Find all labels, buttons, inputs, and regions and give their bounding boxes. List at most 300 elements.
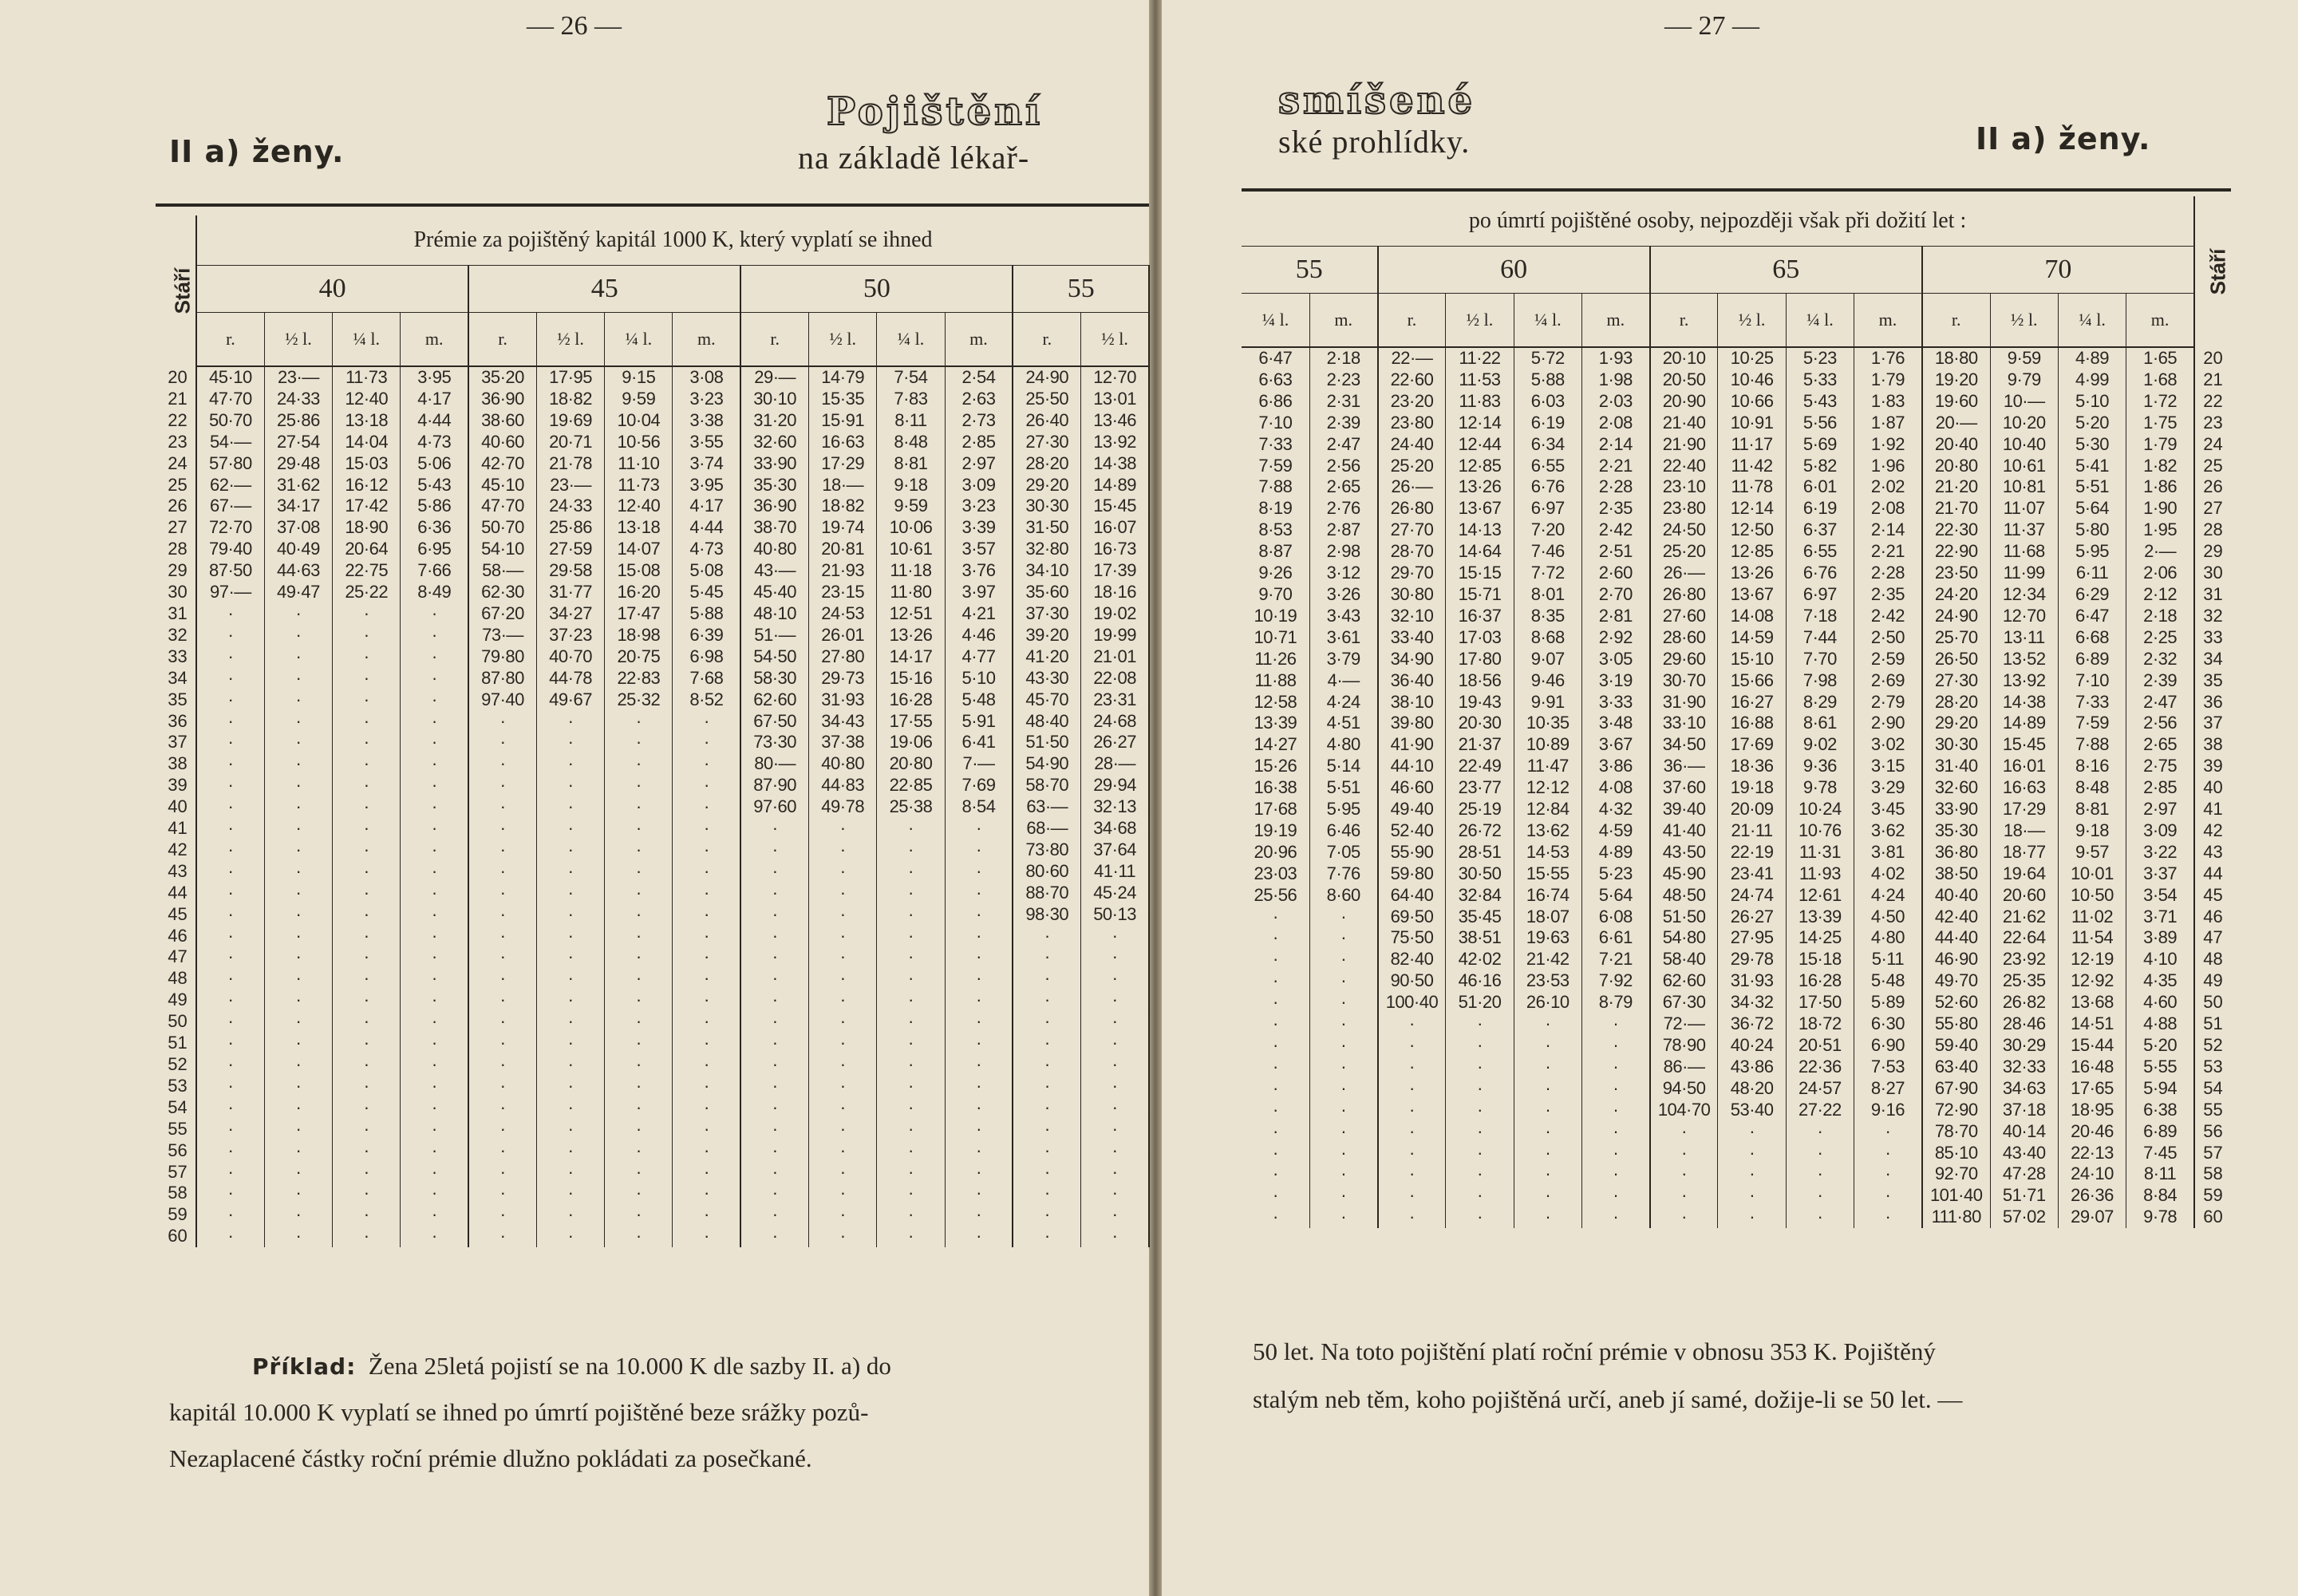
premium-cell: 22·13 xyxy=(2058,1143,2126,1164)
premium-cell: · xyxy=(333,1119,401,1140)
premium-cell: 34·90 xyxy=(1378,649,1446,670)
premium-cell: 49·47 xyxy=(264,582,332,603)
premium-cell: · xyxy=(468,753,536,775)
age-cell: 50 xyxy=(2194,992,2231,1013)
premium-cell: 12·19 xyxy=(2058,949,2126,970)
premium-cell: · xyxy=(264,732,332,753)
footnote-text-1: Žena 25letá pojistí se na 10.000 K dle sazby II. a) do xyxy=(368,1352,891,1380)
table-row xyxy=(1242,541,2231,563)
premium-cell: 15·16 xyxy=(877,668,945,689)
table-row xyxy=(1242,820,2231,842)
premium-cell: 7·— xyxy=(945,753,1013,775)
premium-cell: 11·47 xyxy=(1514,756,1581,777)
premium-cell: 4·24 xyxy=(1854,885,1922,907)
premium-cell: 19·69 xyxy=(536,410,604,432)
premium-cell: · xyxy=(333,711,401,733)
premium-cell: · xyxy=(1309,1207,1377,1228)
premium-cell: 41·11 xyxy=(1081,861,1149,883)
premium-cell: · xyxy=(1718,1121,1786,1143)
premium-cell: 33·90 xyxy=(1922,799,1990,820)
premium-cell: 20·30 xyxy=(1446,713,1514,734)
age-cell: 35 xyxy=(160,689,196,711)
premium-cell: 5·45 xyxy=(673,582,740,603)
premium-cell: 27·54 xyxy=(264,432,332,453)
premium-cell: 22·— xyxy=(1378,347,1446,369)
premium-cell: 1·90 xyxy=(2126,498,2194,519)
table-row xyxy=(1242,1057,2231,1078)
premium-cell: · xyxy=(1718,1207,1786,1228)
premium-cell: 10·61 xyxy=(1990,456,2058,477)
premium-cell: 22·30 xyxy=(1922,519,1990,541)
premium-cell: 47·28 xyxy=(1990,1163,2058,1185)
period-header: ¼ l. xyxy=(1242,294,1309,348)
premium-cell: 23·— xyxy=(536,475,604,496)
premium-cell: · xyxy=(196,603,264,625)
premium-cell: 32·84 xyxy=(1446,885,1514,907)
premium-cell: 17·03 xyxy=(1446,627,1514,649)
premium-cell: · xyxy=(401,796,468,818)
premium-cell: 92·70 xyxy=(1922,1163,1990,1185)
premium-cell: 11·54 xyxy=(2058,927,2126,949)
page-title: Pojištění xyxy=(827,89,1044,134)
premium-cell: 7·68 xyxy=(673,668,740,689)
age-cell: 24 xyxy=(160,453,196,475)
premium-cell: 1·72 xyxy=(2126,391,2194,413)
premium-cell: · xyxy=(1309,992,1377,1013)
premium-cell: 100·40 xyxy=(1378,992,1446,1013)
premium-cell: 21·90 xyxy=(1650,434,1718,456)
age-cell: 37 xyxy=(2194,713,2231,734)
premium-cell: 5·33 xyxy=(1786,369,1854,391)
premium-cell: 8·61 xyxy=(1786,713,1854,734)
premium-cell: · xyxy=(264,646,332,668)
premium-cell: 21·70 xyxy=(1922,498,1990,519)
premium-cell: 18·82 xyxy=(809,496,877,517)
age-cell: 51 xyxy=(2194,1013,2231,1035)
premium-cell: · xyxy=(809,968,877,990)
premium-cell: · xyxy=(673,1140,740,1162)
premium-cell: 18·72 xyxy=(1786,1013,1854,1035)
premium-cell: 24·40 xyxy=(1378,434,1446,456)
premium-cell: 97·40 xyxy=(468,689,536,711)
premium-cell: 31·77 xyxy=(536,582,604,603)
premium-cell: 40·14 xyxy=(1990,1121,2058,1143)
premium-cell: 36·— xyxy=(1650,756,1718,777)
premium-cell: 21·40 xyxy=(1650,413,1718,434)
premium-cell: 2·98 xyxy=(1309,541,1377,563)
premium-cell: 46·90 xyxy=(1922,949,1990,970)
premium-cell: · xyxy=(1446,1035,1514,1057)
age-cell: 25 xyxy=(160,475,196,496)
premium-cell: 7·44 xyxy=(1786,627,1854,649)
premium-cell: · xyxy=(468,990,536,1011)
premium-cell: 14·38 xyxy=(1990,692,2058,713)
premium-cell: 2·28 xyxy=(1581,476,1649,498)
premium-cell: 12·51 xyxy=(877,603,945,625)
premium-cell: 53·40 xyxy=(1718,1100,1786,1121)
premium-cell: 97·— xyxy=(196,582,264,603)
premium-cell: 18·56 xyxy=(1446,670,1514,692)
premium-cell: · xyxy=(1013,1140,1080,1162)
premium-cell: 26·— xyxy=(1650,563,1718,584)
period-header: ½ l. xyxy=(1081,313,1149,367)
premium-cell: 18·— xyxy=(809,475,877,496)
top-rule xyxy=(1242,188,2231,192)
premium-cell: 4·88 xyxy=(2126,1013,2194,1035)
premium-cell: · xyxy=(673,904,740,926)
premium-cell: 37·64 xyxy=(1081,839,1149,861)
premium-cell: · xyxy=(605,818,673,839)
premium-cell: 29·— xyxy=(740,366,808,389)
premium-cell: · xyxy=(1581,1207,1649,1228)
premium-cell: 7·10 xyxy=(1242,413,1309,434)
premium-cell: 23·77 xyxy=(1446,777,1514,799)
premium-cell: · xyxy=(673,861,740,883)
table-row xyxy=(1242,519,2231,541)
table-row xyxy=(160,883,1149,904)
age-cell: 60 xyxy=(160,1226,196,1247)
premium-cell: 13·26 xyxy=(1718,563,1786,584)
premium-cell: 4·32 xyxy=(1581,799,1649,820)
premium-cell: · xyxy=(264,990,332,1011)
age-cell: 55 xyxy=(160,1119,196,1140)
age-cell: 44 xyxy=(160,883,196,904)
premium-cell: 23·20 xyxy=(1378,391,1446,413)
premium-cell: 12·70 xyxy=(1990,606,2058,627)
premium-cell: 2·03 xyxy=(1581,391,1649,413)
premium-cell: 6·34 xyxy=(1514,434,1581,456)
premium-cell: · xyxy=(536,1162,604,1183)
premium-cell: 8·53 xyxy=(1242,519,1309,541)
premium-cell: · xyxy=(196,861,264,883)
premium-cell: 80·— xyxy=(740,753,808,775)
premium-cell: 13·39 xyxy=(1786,907,1854,928)
premium-cell: · xyxy=(333,668,401,689)
premium-cell: · xyxy=(468,946,536,968)
age-cell: 36 xyxy=(160,711,196,733)
table-row xyxy=(160,946,1149,968)
premium-cell: 44·10 xyxy=(1378,756,1446,777)
premium-cell: 3·39 xyxy=(945,517,1013,539)
premium-cell: · xyxy=(1446,1078,1514,1100)
premium-cell: · xyxy=(1242,949,1309,970)
premium-cell: 8·48 xyxy=(2058,777,2126,799)
premium-cell: 29·07 xyxy=(2058,1207,2126,1228)
premium-cell: 82·40 xyxy=(1378,949,1446,970)
premium-cell: 62·— xyxy=(196,475,264,496)
premium-cell: 11·80 xyxy=(877,582,945,603)
footnote-label: Příklad: xyxy=(252,1353,357,1380)
premium-cell: · xyxy=(536,861,604,883)
premium-cell: 5·69 xyxy=(1786,434,1854,456)
premium-cell: 20·81 xyxy=(809,539,877,560)
premium-cell: 20·— xyxy=(1922,413,1990,434)
premium-cell: · xyxy=(740,861,808,883)
premium-cell: 54·90 xyxy=(1013,753,1080,775)
premium-cell: · xyxy=(877,1097,945,1119)
premium-cell: · xyxy=(1309,1185,1377,1207)
premium-cell: 63·40 xyxy=(1922,1057,1990,1078)
premium-cell: · xyxy=(945,1011,1013,1033)
age-cell: 54 xyxy=(160,1097,196,1119)
premium-cell: · xyxy=(740,1226,808,1247)
premium-cell: · xyxy=(264,1119,332,1140)
premium-cell: 34·63 xyxy=(1990,1078,2058,1100)
premium-cell: · xyxy=(196,1076,264,1097)
premium-cell: · xyxy=(1081,946,1149,968)
table-row xyxy=(160,1011,1149,1033)
table-row xyxy=(160,775,1149,796)
table-row xyxy=(160,432,1149,453)
premium-cell: 5·10 xyxy=(945,668,1013,689)
premium-cell: 18·16 xyxy=(1081,582,1149,603)
premium-cell: 8·60 xyxy=(1309,885,1377,907)
premium-cell: 34·50 xyxy=(1650,734,1718,756)
premium-cell: · xyxy=(196,625,264,646)
age-header-label: Stáří xyxy=(2205,248,2230,295)
premium-cell: · xyxy=(945,926,1013,947)
premium-cell: 3·23 xyxy=(673,389,740,410)
premium-cell: · xyxy=(1378,1035,1446,1057)
premium-cell: 28·20 xyxy=(1922,692,1990,713)
premium-cell: 6·29 xyxy=(2058,584,2126,606)
premium-cell: · xyxy=(673,1011,740,1033)
premium-cell: · xyxy=(536,883,604,904)
page-subtitle: ské prohlídky. xyxy=(1278,124,1471,160)
premium-cell: 37·23 xyxy=(536,625,604,646)
premium-cell: 1·83 xyxy=(1854,391,1922,413)
premium-cell: 9·36 xyxy=(1786,756,1854,777)
premium-cell: 14·79 xyxy=(809,366,877,389)
premium-cell: 2·69 xyxy=(1854,670,1922,692)
page-number: — 26 — xyxy=(527,11,622,41)
premium-cell: · xyxy=(468,775,536,796)
age-cell: 27 xyxy=(160,517,196,539)
premium-cell: 10·56 xyxy=(605,432,673,453)
premium-cell: 69·50 xyxy=(1378,907,1446,928)
table-row xyxy=(160,1140,1149,1162)
premium-cell: · xyxy=(1446,1100,1514,1121)
premium-cell: 6·36 xyxy=(401,517,468,539)
premium-cell: · xyxy=(536,753,604,775)
premium-cell: 59·40 xyxy=(1922,1035,1990,1057)
period-header: ¼ l. xyxy=(1786,294,1854,348)
premium-cell: · xyxy=(468,839,536,861)
premium-cell: 2·39 xyxy=(2126,670,2194,692)
premium-cell: 5·43 xyxy=(401,475,468,496)
page-number: — 27 — xyxy=(1664,11,1759,41)
age-cell: 56 xyxy=(160,1140,196,1162)
premium-cell: 24·33 xyxy=(536,496,604,517)
premium-cell: · xyxy=(401,1162,468,1183)
premium-cell: 7·69 xyxy=(945,775,1013,796)
premium-cell: 16·63 xyxy=(809,432,877,453)
premium-cell: 6·95 xyxy=(401,539,468,560)
premium-cell: · xyxy=(264,904,332,926)
age-cell: 41 xyxy=(160,818,196,839)
premium-cell: 10·81 xyxy=(1990,476,2058,498)
premium-cell: · xyxy=(196,1054,264,1076)
premium-cell: 9·18 xyxy=(877,475,945,496)
premium-cell: · xyxy=(264,796,332,818)
age-cell: 51 xyxy=(160,1033,196,1054)
premium-cell: · xyxy=(605,1226,673,1247)
premium-cell: 22·60 xyxy=(1378,369,1446,391)
premium-cell: 4·10 xyxy=(2126,949,2194,970)
premium-cell: 11·18 xyxy=(877,560,945,582)
table-row xyxy=(160,753,1149,775)
period-header: m. xyxy=(1854,294,1922,348)
premium-cell: 48·20 xyxy=(1718,1078,1786,1100)
premium-cell: 6·68 xyxy=(2058,627,2126,649)
age-cell: 54 xyxy=(2194,1078,2231,1100)
premium-cell: 29·58 xyxy=(536,560,604,582)
premium-cell: 1·76 xyxy=(1854,347,1922,369)
premium-cell: 37·08 xyxy=(264,517,332,539)
premium-cell: · xyxy=(1013,990,1080,1011)
premium-cell: 57·02 xyxy=(1990,1207,2058,1228)
premium-cell: · xyxy=(1446,1185,1514,1207)
premium-cell: 37·38 xyxy=(809,732,877,753)
premium-cell: 29·78 xyxy=(1718,949,1786,970)
premium-cell: 4·60 xyxy=(2126,992,2194,1013)
premium-cell: 4·17 xyxy=(673,496,740,517)
premium-cell: 1·75 xyxy=(2126,413,2194,434)
age-cell: 21 xyxy=(160,389,196,410)
premium-cell: 3·97 xyxy=(945,582,1013,603)
premium-cell: 2·87 xyxy=(1309,519,1377,541)
premium-cell: · xyxy=(945,861,1013,883)
premium-cell: · xyxy=(536,1097,604,1119)
premium-cell: · xyxy=(196,968,264,990)
premium-cell: 5·23 xyxy=(1786,347,1854,369)
premium-cell: · xyxy=(1081,1097,1149,1119)
premium-cell: 62·60 xyxy=(740,689,808,711)
premium-cell: 21·93 xyxy=(809,560,877,582)
premium-cell: 28·60 xyxy=(1650,627,1718,649)
premium-cell: 20·96 xyxy=(1242,842,1309,863)
premium-cell: 3·26 xyxy=(1309,584,1377,606)
premium-cell: 9·46 xyxy=(1514,670,1581,692)
premium-cell: 36·90 xyxy=(740,496,808,517)
premium-cell: 43·— xyxy=(740,560,808,582)
premium-cell: 9·57 xyxy=(2058,842,2126,863)
premium-cell: 21·42 xyxy=(1514,949,1581,970)
age-cell: 49 xyxy=(160,990,196,1011)
age-cell: 38 xyxy=(2194,734,2231,756)
premium-cell: · xyxy=(196,1204,264,1226)
age-cell: 57 xyxy=(160,1162,196,1183)
premium-cell: 2·06 xyxy=(2126,563,2194,584)
premium-cell: · xyxy=(264,1054,332,1076)
premium-cell: · xyxy=(536,1076,604,1097)
premium-cell: · xyxy=(1081,1204,1149,1226)
premium-cell: 2·39 xyxy=(1309,413,1377,434)
premium-cell: 4·02 xyxy=(1854,863,1922,885)
premium-cell: 8·81 xyxy=(877,453,945,475)
premium-cell: 2·65 xyxy=(1309,476,1377,498)
premium-cell: 13·52 xyxy=(1990,649,2058,670)
premium-cell: 52·60 xyxy=(1922,992,1990,1013)
premium-cell: 5·43 xyxy=(1786,391,1854,413)
premium-cell: 23·53 xyxy=(1514,970,1581,992)
premium-cell: 5·11 xyxy=(1854,949,1922,970)
premium-cell: 1·93 xyxy=(1581,347,1649,369)
premium-cell: 13·67 xyxy=(1718,584,1786,606)
premium-cell: 10·76 xyxy=(1786,820,1854,842)
premium-cell: · xyxy=(264,668,332,689)
premium-cell: 16·37 xyxy=(1446,606,1514,627)
premium-cell: 30·29 xyxy=(1990,1035,2058,1057)
premium-cell: 34·68 xyxy=(1081,818,1149,839)
premium-cell: 10·— xyxy=(1990,391,2058,413)
premium-cell: · xyxy=(1242,1057,1309,1078)
premium-cell: · xyxy=(1718,1143,1786,1164)
premium-cell: 43·86 xyxy=(1718,1057,1786,1078)
table-row xyxy=(160,475,1149,496)
premium-cell: · xyxy=(740,1054,808,1076)
premium-cell: 20·75 xyxy=(605,646,673,668)
premium-cell: · xyxy=(468,1097,536,1119)
premium-cell: · xyxy=(401,646,468,668)
premium-cell: 14·25 xyxy=(1786,927,1854,949)
premium-cell: · xyxy=(196,1033,264,1054)
premium-cell: · xyxy=(605,1011,673,1033)
premium-cell: · xyxy=(1013,1204,1080,1226)
premium-cell: 5·51 xyxy=(1309,777,1377,799)
premium-cell: 34·32 xyxy=(1718,992,1786,1013)
age-cell: 52 xyxy=(160,1054,196,1076)
premium-cell: · xyxy=(1242,1100,1309,1121)
premium-cell: 19·02 xyxy=(1081,603,1149,625)
premium-cell: 1·68 xyxy=(2126,369,2194,391)
premium-cell: · xyxy=(1514,1185,1581,1207)
table-row xyxy=(160,410,1149,432)
premium-cell: 20·80 xyxy=(877,753,945,775)
table-row xyxy=(160,496,1149,517)
premium-cell: 1·82 xyxy=(2126,456,2194,477)
age-cell: 35 xyxy=(2194,670,2231,692)
premium-cell: 34·43 xyxy=(809,711,877,733)
premium-cell: 5·89 xyxy=(1854,992,1922,1013)
premium-cell: 45·24 xyxy=(1081,883,1149,904)
premium-cell: · xyxy=(1581,1163,1649,1185)
premium-cell: · xyxy=(401,904,468,926)
age-cell: 55 xyxy=(2194,1100,2231,1121)
premium-cell: · xyxy=(1786,1121,1854,1143)
period-header: ¼ l. xyxy=(333,313,401,367)
premium-cell: · xyxy=(264,625,332,646)
premium-cell: 5·48 xyxy=(945,689,1013,711)
premium-cell: 32·60 xyxy=(1922,777,1990,799)
premium-cell: 3·48 xyxy=(1581,713,1649,734)
premium-cell: · xyxy=(1514,1121,1581,1143)
premium-cell: 3·76 xyxy=(945,560,1013,582)
footnote-line-1 xyxy=(252,1342,891,1391)
premium-cell: 45·70 xyxy=(1013,689,1080,711)
age-cell: 29 xyxy=(2194,541,2231,563)
premium-cell: 2·73 xyxy=(945,410,1013,432)
premium-cell: 13·46 xyxy=(1081,410,1149,432)
premium-cell: 23·10 xyxy=(1650,476,1718,498)
table-row xyxy=(1242,734,2231,756)
premium-cell: 49·40 xyxy=(1378,799,1446,820)
premium-cell: 2·60 xyxy=(1581,563,1649,584)
premium-cell: 79·80 xyxy=(468,646,536,668)
premium-cell: · xyxy=(333,861,401,883)
premium-cell: 5·41 xyxy=(2058,456,2126,477)
age-header-label: Stáří xyxy=(170,267,195,314)
